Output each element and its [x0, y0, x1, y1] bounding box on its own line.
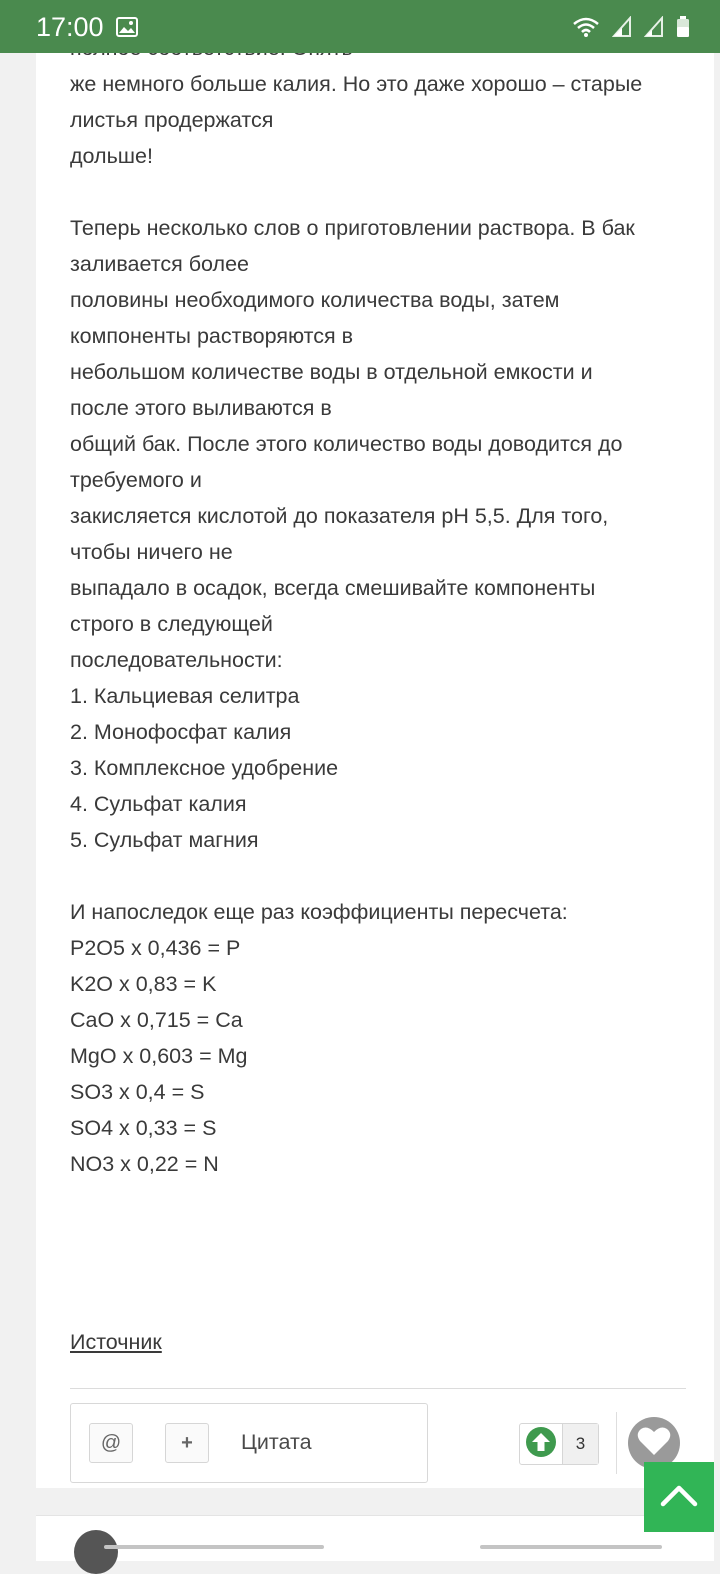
source-link[interactable]: Источник	[70, 1330, 162, 1354]
battery-icon	[676, 16, 690, 43]
mention-button[interactable]: @	[89, 1423, 133, 1463]
article-line: общий бак. После этого количество воды доводится до	[70, 432, 623, 456]
article-line: компоненты растворяются в	[70, 324, 354, 348]
article-body	[70, 30, 700, 1182]
list-item: 5. Сульфат магния	[70, 828, 259, 852]
wifi-icon	[572, 16, 600, 43]
next-post-card	[36, 1515, 714, 1561]
upvote-count: 3	[563, 1424, 598, 1464]
article-line: же немного больше калия. Но это даже хорошо – старые	[70, 72, 643, 96]
article-line: чтобы ничего не	[70, 540, 233, 564]
divider	[70, 1388, 686, 1389]
separator	[616, 1412, 617, 1474]
article-line: И напоследок еще раз коэффициенты пересчета:	[70, 900, 568, 924]
article-line: дольше!	[70, 144, 153, 168]
status-bar	[0, 0, 720, 53]
vote-widget	[519, 1423, 599, 1465]
article-line: закисляется кислотой до показателя pH 5,5. Для того,	[70, 504, 609, 528]
scroll-top-button[interactable]	[644, 1462, 714, 1532]
article-line: Теперь несколько слов о приготовлении раствора. В бак	[70, 216, 635, 240]
article-line: листья продержатся	[70, 108, 274, 132]
article-line: строго в следующей	[70, 612, 273, 636]
formula-line: SO4 x 0,33 = S	[70, 1116, 217, 1140]
formula-line: CaO x 0,715 = Ca	[70, 1008, 243, 1032]
formula-line: P2O5 x 0,436 = P	[70, 936, 241, 960]
article-line: требуемого и	[70, 468, 202, 492]
formula-line: NO3 x 0,22 = N	[70, 1152, 219, 1176]
article-line: заливается более	[70, 252, 249, 276]
add-button[interactable]: +	[165, 1423, 209, 1463]
upvote-button[interactable]	[520, 1424, 563, 1464]
formula-line: MgO x 0,603 = Mg	[70, 1044, 248, 1068]
article-line: небольшом количестве воды в отдельной емкости и	[70, 360, 593, 384]
signal-icon	[612, 16, 632, 43]
nav-bar-indicator	[104, 1545, 324, 1549]
avatar[interactable]	[74, 1530, 118, 1574]
status-time: 17:00	[36, 12, 104, 42]
list-item: 2. Монофосфат калия	[70, 720, 292, 744]
list-item: 4. Сульфат калия	[70, 792, 247, 816]
article-line: выпадало в осадок, всегда смешивайте компоненты	[70, 576, 596, 600]
status-icons	[572, 16, 690, 43]
nav-bar-indicator	[480, 1545, 662, 1549]
chevron-up-icon	[659, 1482, 699, 1513]
article-line: половины необходимого количества воды, затем	[70, 288, 560, 312]
list-item: 1. Кальциевая селитра	[70, 684, 300, 708]
formula-line: K2O x 0,83 = K	[70, 972, 217, 996]
arrow-up-icon	[525, 1426, 557, 1463]
image-icon	[116, 17, 138, 42]
list-item: 3. Комплексное удобрение	[70, 756, 339, 780]
article-line: после этого выливаются в	[70, 396, 332, 420]
quote-button[interactable]: Цитата	[241, 1430, 312, 1454]
signal-icon-2	[644, 16, 664, 43]
formula-line: SO3 x 0,4 = S	[70, 1080, 205, 1104]
article-line: последовательности:	[70, 648, 283, 672]
reply-actions	[70, 1403, 428, 1483]
heart-icon	[637, 1426, 671, 1461]
